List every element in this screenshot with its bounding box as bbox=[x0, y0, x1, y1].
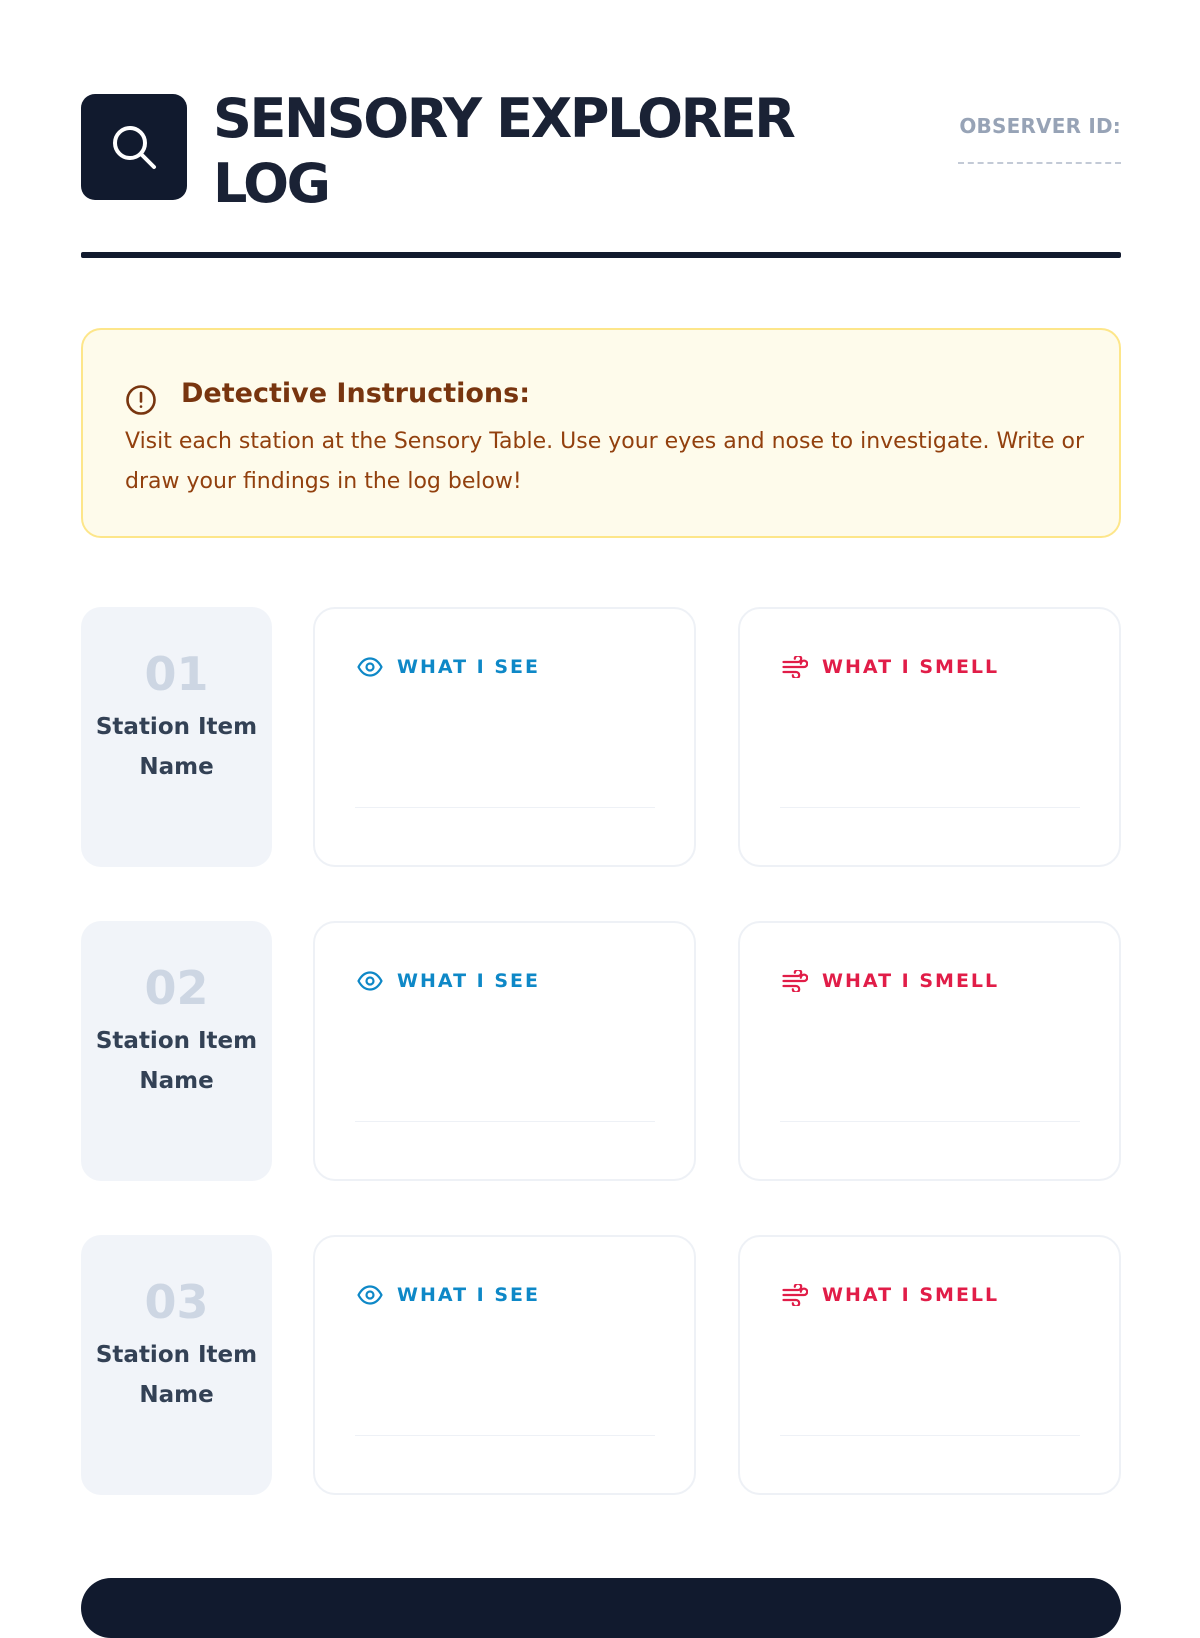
what-i-smell-label: WHAT I SMELL bbox=[822, 970, 1000, 992]
page-title: SENSORY EXPLORER LOG bbox=[213, 87, 794, 215]
station-number: 01 bbox=[144, 647, 209, 701]
what-i-smell-box[interactable] bbox=[738, 921, 1121, 1181]
eye-icon bbox=[357, 971, 383, 991]
what-i-see-header bbox=[357, 1281, 540, 1309]
station-item-name: Station Item Name bbox=[95, 1028, 258, 1094]
wind-icon bbox=[782, 970, 808, 992]
station-row bbox=[81, 607, 1121, 867]
footer-bar bbox=[81, 1578, 1121, 1638]
logo-badge bbox=[81, 94, 187, 200]
what-i-see-label: WHAT I SEE bbox=[397, 1284, 540, 1306]
observer-id-label: OBSERVER ID: bbox=[959, 114, 1121, 138]
header bbox=[81, 86, 1121, 216]
station-number: 02 bbox=[144, 961, 209, 1015]
wind-icon bbox=[782, 1284, 808, 1306]
what-i-see-header bbox=[357, 653, 540, 681]
station-label-box bbox=[81, 921, 272, 1181]
what-i-smell-header bbox=[782, 653, 999, 681]
alert-circle-icon bbox=[125, 384, 157, 416]
what-i-smell-label: WHAT I SMELL bbox=[822, 656, 1000, 678]
what-i-smell-box[interactable] bbox=[738, 1235, 1121, 1495]
what-i-smell-label: WHAT I SMELL bbox=[822, 1284, 1000, 1306]
writing-line bbox=[355, 1435, 655, 1436]
what-i-smell-box[interactable] bbox=[738, 607, 1121, 867]
what-i-smell-header bbox=[782, 1281, 999, 1309]
eye-icon bbox=[357, 1285, 383, 1305]
instructions-title: Detective Instructions: bbox=[181, 378, 531, 409]
station-label-box bbox=[81, 1235, 272, 1495]
wind-icon bbox=[782, 656, 808, 678]
header-divider bbox=[81, 252, 1121, 258]
what-i-see-box[interactable] bbox=[313, 1235, 696, 1495]
writing-line bbox=[780, 1121, 1080, 1122]
station-item-name: Station Item Name bbox=[95, 1342, 258, 1408]
writing-line bbox=[780, 1435, 1080, 1436]
observer-id-line bbox=[958, 162, 1121, 164]
what-i-see-label: WHAT I SEE bbox=[397, 656, 540, 678]
what-i-see-box[interactable] bbox=[313, 921, 696, 1181]
station-number: 03 bbox=[144, 1275, 209, 1329]
what-i-see-header bbox=[357, 967, 540, 995]
instructions-panel bbox=[81, 328, 1121, 538]
station-row bbox=[81, 1235, 1121, 1495]
search-icon bbox=[110, 123, 158, 171]
writing-line bbox=[355, 807, 655, 808]
instructions-body: Visit each station at the Sensory Table. Use your eyes and nose to investigate. Write or draw your findings in the log below! bbox=[125, 429, 1085, 494]
what-i-see-label: WHAT I SEE bbox=[397, 970, 540, 992]
station-item-name: Station Item Name bbox=[95, 714, 258, 780]
writing-line bbox=[355, 1121, 655, 1122]
observer-id bbox=[958, 114, 1121, 164]
station-label-box bbox=[81, 607, 272, 867]
worksheet-page bbox=[81, 0, 1121, 1600]
writing-line bbox=[780, 807, 1080, 808]
what-i-see-box[interactable] bbox=[313, 607, 696, 867]
eye-icon bbox=[357, 657, 383, 677]
what-i-smell-header bbox=[782, 967, 999, 995]
station-row bbox=[81, 921, 1121, 1181]
